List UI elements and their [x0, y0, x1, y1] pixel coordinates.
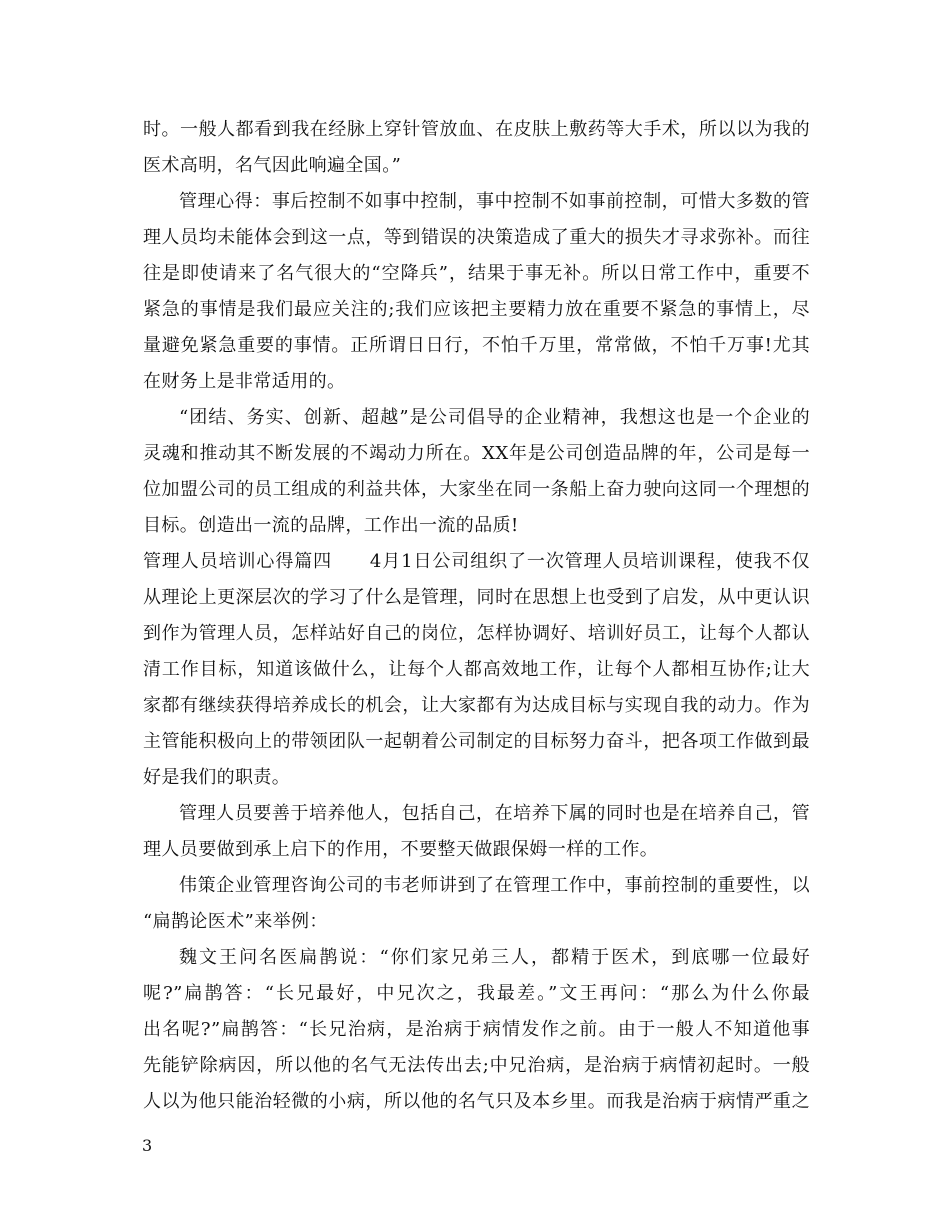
- text-line: 好是我们的职责。: [143, 767, 291, 788]
- text-line: 到作为管理人员，怎样站好自己的岗位，怎样协调好、培训好员工，让每个人都认: [143, 623, 810, 644]
- text-line: 呢?”扁鹊答：“长兄最好，中兄次之，我最差。”文王再问：“那么为什么你最: [143, 983, 810, 1004]
- text-line: 伟策企业管理咨询公司的韦老师讲到了在管理工作中，事前控制的重要性，以: [179, 875, 810, 896]
- text-line: 管理人员培训心得篇四 4月1日公司组织了一次管理人员培训课程，使我不仅: [143, 551, 810, 572]
- text-line: 主管能积极向上的带领团队一起朝着公司制定的目标努力奋斗，把各项工作做到最: [143, 731, 810, 752]
- text-line: 往是即使请来了名气很大的“空降兵”，结果于事无补。所以日常工作中，重要不: [143, 263, 810, 284]
- text-line: 人以为他只能治轻微的小病，所以他的名气只及本乡里。而我是治病于病情严重之: [143, 1091, 810, 1112]
- text-line: 目标。创造出一流的品牌，工作出一流的品质!: [143, 515, 519, 536]
- text-line: 家都有继续获得培养成长的机会，让大家都有为达成目标与实现自我的动力。作为: [143, 695, 810, 716]
- text-line: 管理心得：事后控制不如事中控制，事中控制不如事前控制，可惜大多数的管: [179, 191, 810, 212]
- text-line: 紧急的事情是我们最应关注的;我们应该把主要精力放在重要不紧急的事情上，尽: [143, 299, 810, 320]
- text-line: 位加盟公司的员工组成的利益共体，大家坐在同一条船上奋力驶向这同一个理想的: [143, 479, 810, 500]
- text-line: “团结、务实、创新、超越”是公司倡导的企业精神，我想这也是一个企业的: [179, 407, 810, 428]
- text-line: 在财务上是非常适用的。: [143, 371, 346, 392]
- text-line: 从理论上更深层次的学习了什么是管理，同时在思想上也受到了启发，从中更认识: [143, 587, 810, 608]
- text-line: 魏文王问名医扁鹊说：“你们家兄弟三人，都精于医术，到底哪一位最好: [179, 947, 810, 968]
- page-number: 3: [142, 1136, 153, 1155]
- text-line: 清工作目标，知道该做什么，让每个人都高效地工作，让每个人都相互协作;让大: [143, 659, 810, 680]
- text-line: 出名呢?”扁鹊答：“长兄治病，是治病于病情发作之前。由于一般人不知道他事: [143, 1019, 810, 1040]
- text-line: 时。一般人都看到我在经脉上穿针管放血、在皮肤上敷药等大手术，所以以为我的: [143, 119, 810, 140]
- text-line: “扁鹊论医术”来举例：: [143, 911, 328, 932]
- text-line: 理人员要做到承上启下的作用，不要整天做跟保姆一样的工作。: [143, 839, 659, 860]
- text-line: 理人员均未能体会到这一点，等到错误的决策造成了重大的损失才寻求弥补。而往: [143, 227, 810, 248]
- text-line: 医术高明，名气因此响遍全国。”: [143, 155, 402, 176]
- body-text: [143, 112, 810, 1120]
- text-line: 先能铲除病因，所以他的名气无法传出去;中兄治病，是治病于病情初起时。一般: [143, 1055, 810, 1076]
- text-line: 管理人员要善于培养他人，包括自己，在培养下属的同时也是在培养自己，管: [179, 803, 810, 824]
- text-line: 量避免紧急重要的事情。正所谓日日行，不怕千万里，常常做，不怕千万事!尤其: [143, 335, 810, 356]
- text-line: 灵魂和推动其不断发展的不竭动力所在。XX年是公司创造品牌的年，公司是每一: [143, 443, 810, 464]
